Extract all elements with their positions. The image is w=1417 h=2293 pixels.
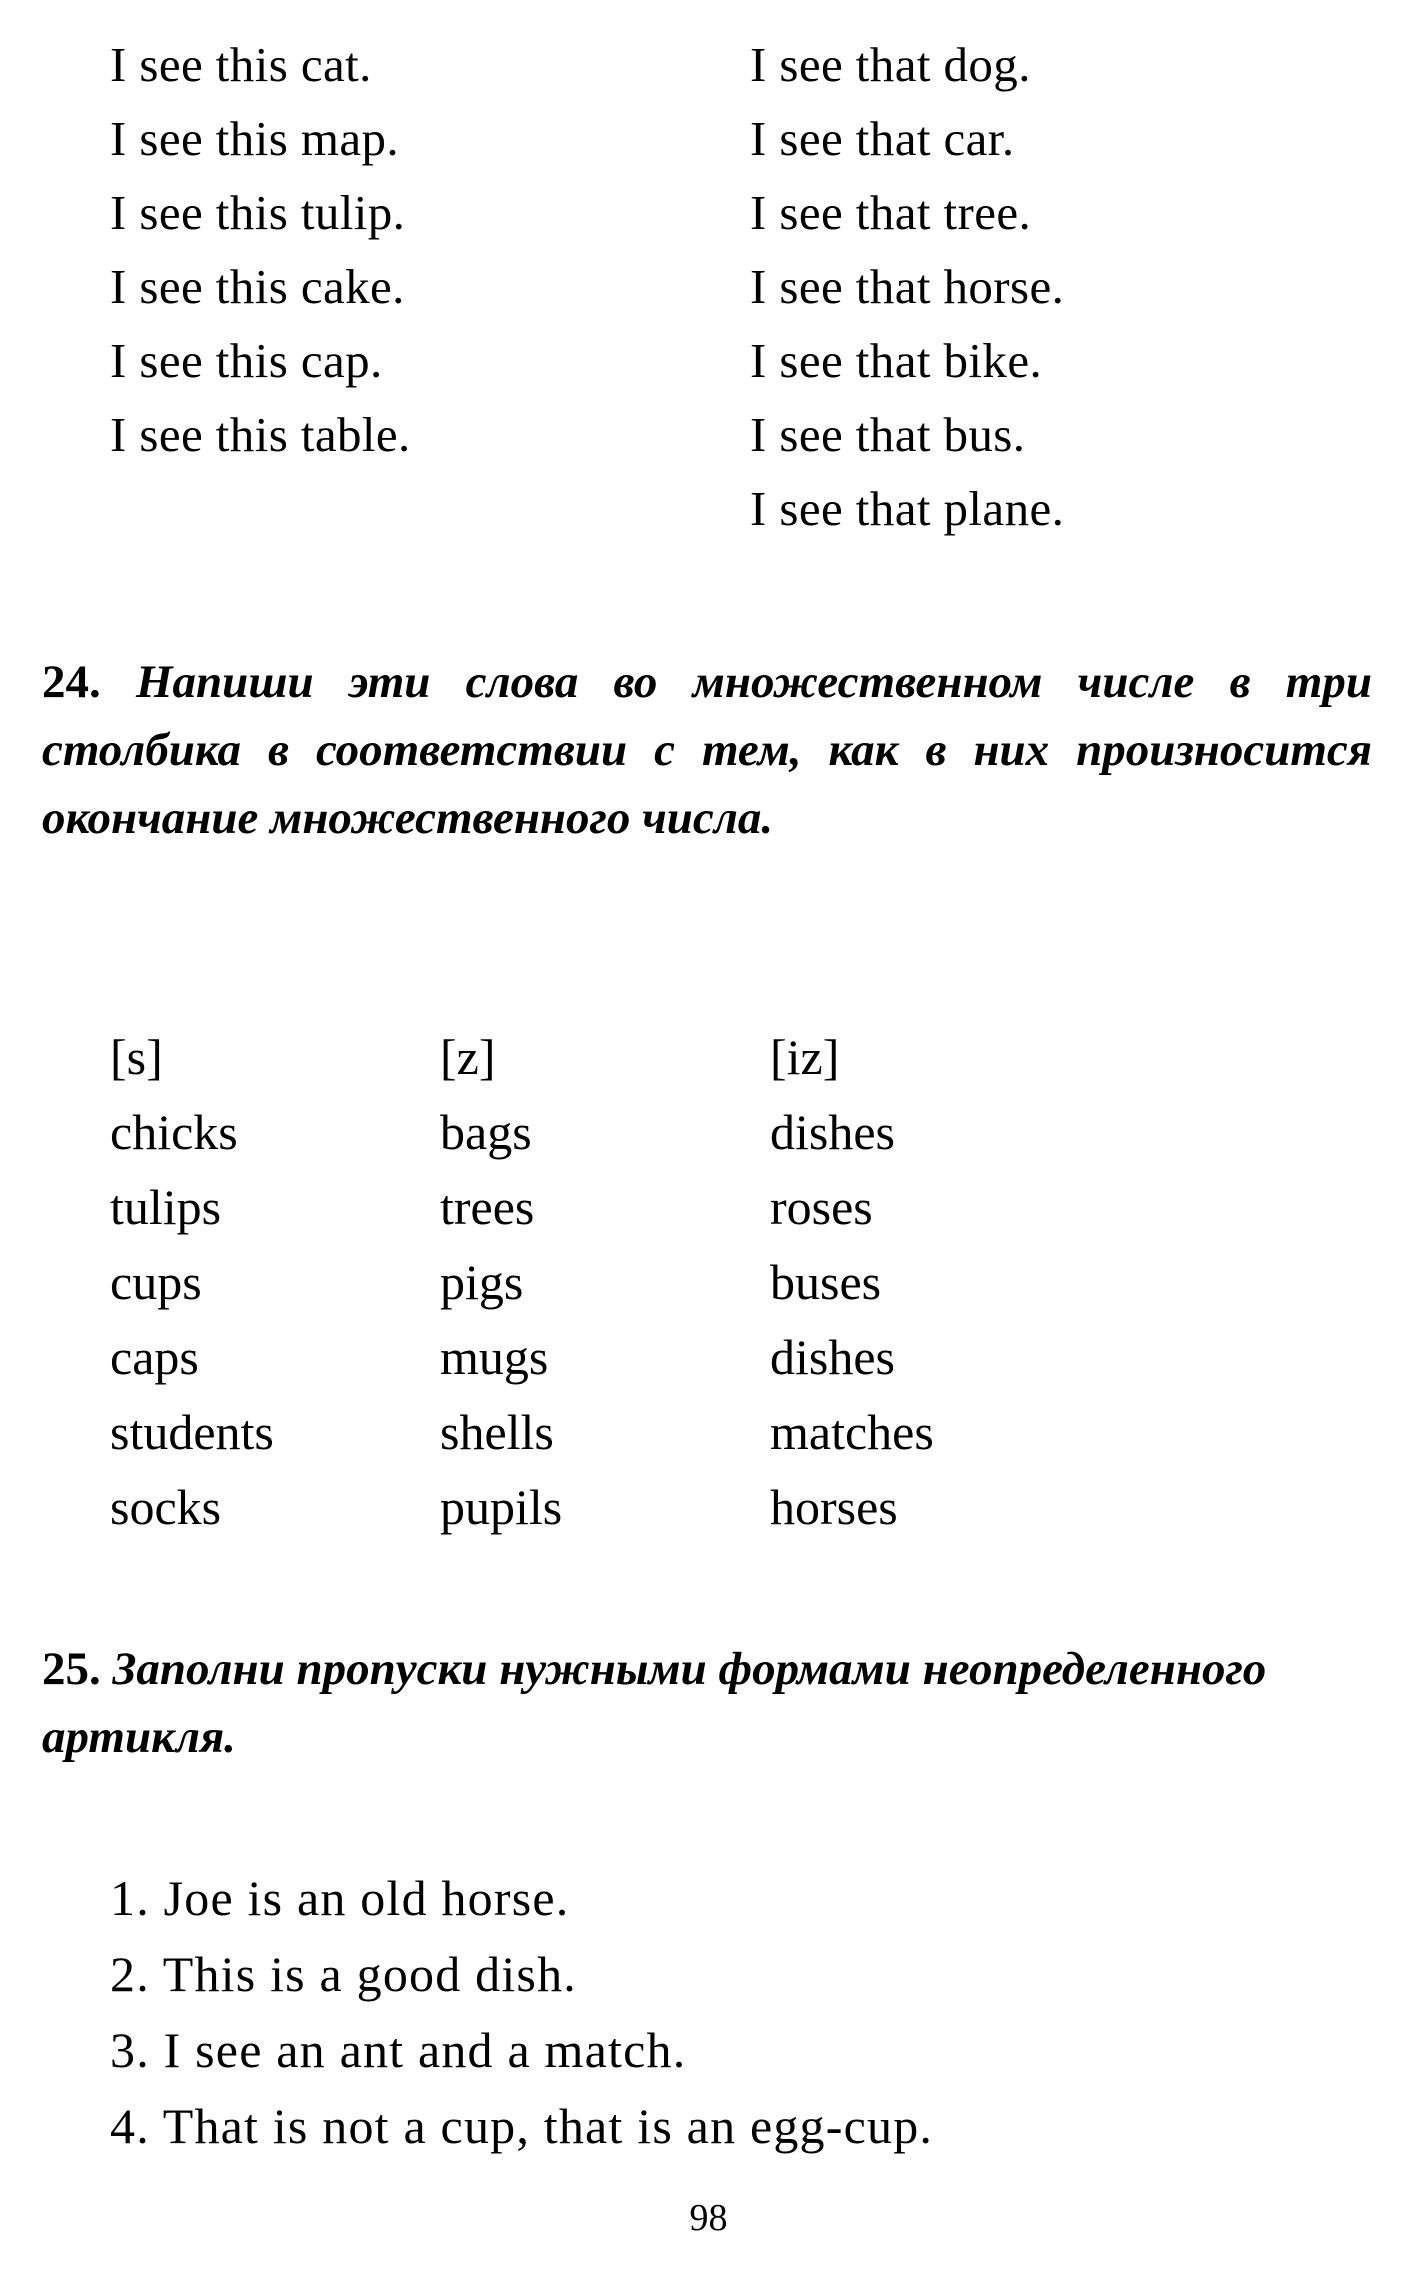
answers-left-column xyxy=(110,28,750,472)
sentence-line: I see this cake. xyxy=(110,259,405,314)
task-24 xyxy=(42,648,1372,852)
page-number: 98 xyxy=(689,2197,728,2239)
sentence-line: I see that horse. xyxy=(750,259,1065,314)
word-item: trees xyxy=(440,1179,535,1235)
answer-line: 4. That is not a cup, that is an egg-cup. xyxy=(110,2098,934,2154)
sentence-line: I see that car. xyxy=(750,111,1015,166)
word-item: horses xyxy=(770,1479,898,1535)
task-25-body: Заполни пропуски нужными формами неопределенного артикля. xyxy=(42,1643,1267,1763)
exercise-23-answers xyxy=(110,28,1290,546)
word-column-iz xyxy=(770,1020,1100,1545)
sentence-line: I see this tulip. xyxy=(110,185,406,240)
sentence-line: I see this table. xyxy=(110,407,411,462)
word-item: shells xyxy=(440,1404,554,1460)
word-column-s xyxy=(110,1020,440,1545)
column-header: [s] xyxy=(110,1029,163,1085)
word-item: mugs xyxy=(440,1329,549,1385)
task-25-number: 25. xyxy=(42,1643,101,1695)
word-item: dishes xyxy=(770,1329,895,1385)
task-25 xyxy=(42,1635,1372,1771)
task-24-number: 24. xyxy=(42,656,101,708)
sentence-line: I see that bike. xyxy=(750,333,1043,388)
word-item: caps xyxy=(110,1329,199,1385)
word-item: pigs xyxy=(440,1254,524,1310)
word-item: dishes xyxy=(770,1104,895,1160)
word-item: pupils xyxy=(440,1479,563,1535)
sentence-line: I see that dog. xyxy=(750,37,1031,92)
task-25-text xyxy=(42,1635,1372,1771)
exercise-25-answers xyxy=(110,1860,1360,2164)
word-item: tulips xyxy=(110,1179,222,1235)
word-column-z xyxy=(440,1020,770,1545)
sentence-line: I see this cap. xyxy=(110,333,383,388)
sentence-line: I see that bus. xyxy=(750,407,1026,462)
word-item: roses xyxy=(770,1179,873,1235)
sentence-line: I see that tree. xyxy=(750,185,1032,240)
answers-right-column xyxy=(750,28,1270,546)
word-columns-table xyxy=(110,1020,1260,1545)
sentence-line: I see this cat. xyxy=(110,37,372,92)
column-header: [iz] xyxy=(770,1029,840,1085)
task-24-text xyxy=(42,648,1372,852)
word-item: buses xyxy=(770,1254,882,1310)
word-item: students xyxy=(110,1404,274,1460)
word-item: cups xyxy=(110,1254,202,1310)
word-item: matches xyxy=(770,1404,934,1460)
sentence-line: I see that plane. xyxy=(750,481,1065,536)
sentence-line: I see this map. xyxy=(110,111,400,166)
answer-line: 2. This is a good dish. xyxy=(110,1946,577,2002)
word-item: chicks xyxy=(110,1104,238,1160)
word-item: bags xyxy=(440,1104,532,1160)
answer-line: 1. Joe is an old horse. xyxy=(110,1870,570,1926)
answer-line: 3. I see an ant and a match. xyxy=(110,2022,687,2078)
task-24-body: Напиши эти слова во множественном числе в три столбика в соответствии с тем, как в них произносится окончание множественного числа. xyxy=(42,656,1372,844)
column-header: [z] xyxy=(440,1029,496,1085)
word-item: socks xyxy=(110,1479,222,1535)
